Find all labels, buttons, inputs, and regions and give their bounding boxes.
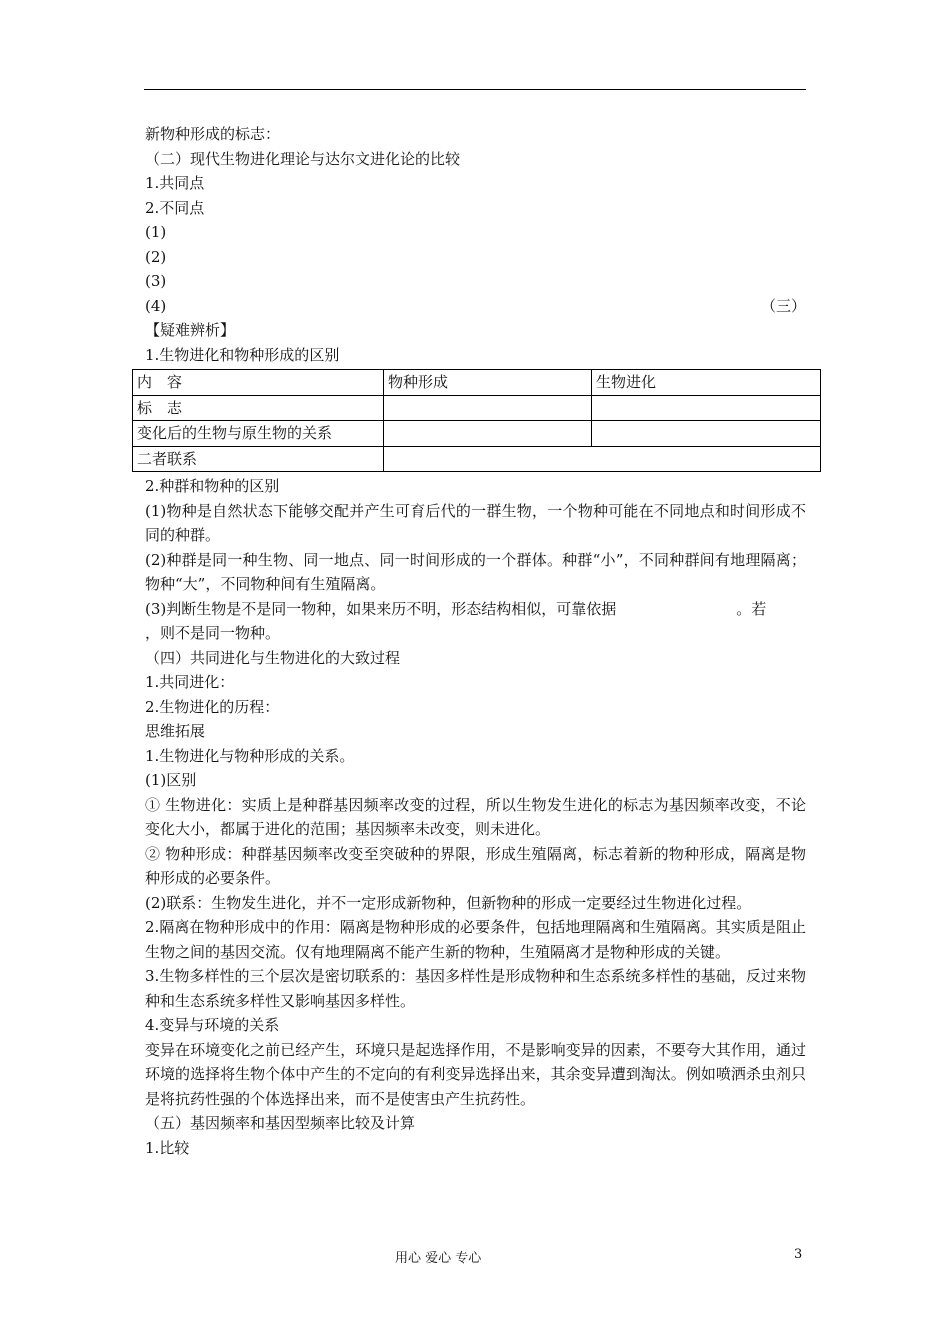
paragraph bbox=[145, 597, 806, 622]
paragraph: 3.生物多样性的三个层次是密切联系的：基因多样性是形成物种和生态系统多样性的基础，反过来物种和生态系统多样性又影响基因多样性。 bbox=[145, 967, 806, 1010]
footer-motto: 用心 爱心 专心 bbox=[395, 1251, 482, 1266]
table-row bbox=[133, 421, 821, 447]
text-line: 4.变异与环境的关系 bbox=[145, 1016, 280, 1034]
table-header-cell: 物种形成 bbox=[384, 370, 592, 396]
table-cell bbox=[384, 395, 592, 421]
paragraph: (2)联系：生物发生进化，并不一定形成新物种，但新物种的形成一定要经过生物进化过程。 bbox=[145, 893, 752, 912]
list-item: (2) bbox=[145, 247, 167, 266]
paragraph: 2.隔离在物种形成中的作用：隔离是物种形成的必要条件，包括地理隔离和生殖隔离。其实质是阻止生物之间的基因交流。仅有地理隔离不能产生新的物种，生殖隔离才是物种形成的关键。 bbox=[145, 918, 806, 961]
page-content bbox=[137, 122, 806, 1160]
text-line: 新物种形成的标志： bbox=[145, 125, 281, 143]
list-item-row bbox=[145, 294, 806, 319]
comparison-table bbox=[132, 369, 821, 472]
text-line: ，则不是同一物种。 bbox=[145, 624, 281, 642]
paragraph: ① 生物进化：实质上是种群基因频率改变的过程，所以生物发生进化的标志为基因频率改变，不论变化大小，都属于进化的范围；基因频率未改变，则未进化。 bbox=[145, 795, 806, 838]
section-heading: 思维拓展 bbox=[145, 722, 206, 740]
table-row bbox=[133, 446, 821, 472]
table-header-cell: 生物进化 bbox=[592, 370, 821, 396]
table-row bbox=[133, 395, 821, 421]
list-item: (3) bbox=[145, 272, 167, 290]
section-heading: （五）基因频率和基因型频率比较及计算 bbox=[145, 1114, 416, 1132]
table-cell bbox=[592, 421, 821, 447]
table-title: 1.生物进化和物种形成的区别 bbox=[145, 345, 340, 364]
table-cell: 标 志 bbox=[133, 395, 384, 421]
table-cell bbox=[384, 446, 821, 472]
table-cell: 二者联系 bbox=[133, 446, 384, 472]
list-item: (4) bbox=[145, 296, 167, 315]
text-line: 1.生物进化与物种形成的关系。 bbox=[145, 746, 355, 765]
section-marker: （三） bbox=[760, 296, 806, 315]
table-row bbox=[133, 370, 821, 396]
text-line: 2.种群和物种的区别 bbox=[145, 477, 280, 495]
fill-blank-text: 。若 bbox=[736, 599, 767, 618]
text-line: 1.共同进化： bbox=[145, 673, 235, 691]
header-rule bbox=[144, 89, 806, 90]
page-number: 3 bbox=[794, 1247, 803, 1262]
text-line: 2.不同点 bbox=[145, 198, 205, 217]
table-cell: 变化后的生物与原生物的关系 bbox=[133, 421, 384, 447]
text-line: 1.比较 bbox=[145, 1138, 190, 1157]
table-cell bbox=[384, 421, 592, 447]
fill-blank-text: (3)判断生物是不是同一物种，如果来历不明，形态结构相似，可靠依据 bbox=[145, 599, 617, 618]
text-line: 1.共同点 bbox=[145, 174, 205, 192]
section-heading: （二）现代生物进化理论与达尔文进化论的比较 bbox=[145, 149, 461, 168]
table-header-cell: 内 容 bbox=[133, 370, 384, 396]
table-cell bbox=[592, 395, 821, 421]
text-line: 2.生物进化的历程： bbox=[145, 697, 280, 716]
paragraph: ② 物种形成：种群基因频率改变至突破种的界限，形成生殖隔离，标志着新的物种形成，隔离是物种形成的必要条件。 bbox=[145, 844, 806, 887]
section-heading: （四）共同进化与生物进化的大致过程 bbox=[145, 648, 401, 667]
paragraph: (1)物种是自然状态下能够交配并产生可育后代的一群生物，一个物种可能在不同地点和时间形成不同的种群。 bbox=[145, 501, 806, 544]
list-item: (1) bbox=[145, 223, 167, 241]
paragraph: 变异在环境变化之前已经产生，环境只是起选择作用，不是影响变异的因素，不要夸大其作用，通过环境的选择将生物个体中产生的不定向的有利变异选择出来，其余变异遭到淘汰。例如喷洒杀虫剂只是将抗药性强的个体选择出来，而不是使害虫产生抗药性。 bbox=[145, 1040, 806, 1108]
paragraph: (2)种群是同一种生物、同一地点、同一时间形成的一个群体。种群“小”，不同种群间有地理隔离；物种“大”，不同物种间有生殖隔离。 bbox=[145, 550, 806, 593]
text-line: (1)区别 bbox=[145, 771, 197, 789]
section-heading: 【疑难辨析】 bbox=[145, 321, 236, 339]
